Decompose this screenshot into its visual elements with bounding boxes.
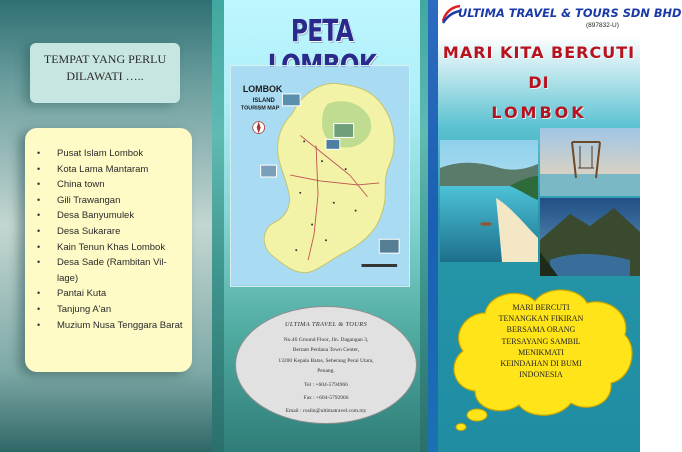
cloud-line: MARI BERCUTI (512, 303, 570, 312)
map-photo (282, 94, 300, 106)
list-item: • Kain Tenun Khas Lombok (25, 240, 192, 256)
volcano-photo (540, 198, 640, 276)
beach-photo (440, 140, 538, 262)
list-item: • Gili Trawangan (25, 193, 192, 209)
cloud-line: KEINDAHAN DI BUMI (500, 359, 582, 369)
list-item: • Desa Banyumulek (25, 208, 192, 224)
cover-side-band (428, 0, 438, 452)
list-item: • Desa Sukarare (25, 224, 192, 240)
map-title-line: LOMBOK (242, 83, 283, 94)
map-title-line: ISLAND (252, 97, 275, 104)
cover-headline (440, 38, 638, 128)
cover-photo-collage (440, 128, 640, 276)
contact-address-line: Penang. (317, 368, 335, 375)
cover-headline-line: LOMBOK (491, 103, 587, 122)
contact-address-line: Bertam Perdana Town Center, (292, 347, 360, 354)
cover-headline-line: MARI KITA BERCUTI DI (442, 43, 636, 92)
places-title-line: DILAWATI ….. (66, 69, 144, 83)
cloud-line: BERSAMA ORANG (506, 325, 576, 335)
map-photo (326, 139, 340, 149)
map-photo (379, 239, 399, 253)
map-photo (261, 165, 277, 177)
cover-company-name: ULTIMA TRAVEL & TOURS SDN BHD (458, 6, 682, 20)
contact-company: ULTIMA TRAVEL & TOURS (284, 321, 368, 328)
contact-email: Email : roslin@ultimatravel.com.my (285, 408, 367, 415)
contact-address-line: 13200 Kepala Batas, Seberang Perai Utara, (278, 357, 374, 364)
list-item: • China town (25, 177, 192, 193)
cloud-line: TENANGKAN FIKIRAN (498, 314, 584, 324)
map-panel-title: PETA (290, 14, 354, 49)
cloud-line: TERSAYANG SAMBIL (501, 336, 581, 346)
places-list (25, 146, 192, 333)
cover-registration: (897832-U) (586, 22, 619, 29)
map-scale-bar (362, 264, 398, 267)
compass-icon (253, 122, 265, 134)
list-item: • Tanjung A'an (25, 302, 192, 318)
places-title-line: TEMPAT YANG PERLU (43, 52, 167, 66)
contact-details (235, 335, 417, 417)
list-item: • Desa Sade (Rambitan Vil-lage) (25, 255, 192, 286)
list-item: • Pusat Islam Lombok (25, 146, 192, 162)
list-item: • Muzium Nusa Tenggara Barat (25, 318, 192, 334)
list-item: • Kota Lama Mantaram (25, 162, 192, 178)
contact-fax: Fax : +604-5792966 (303, 395, 349, 402)
swing-photo (540, 128, 640, 196)
list-item: • Pantai Kuta (25, 286, 192, 302)
map-title-line: TOURISM MAP (240, 105, 280, 112)
places-title (30, 51, 180, 85)
lombok-map (230, 65, 410, 287)
cloud-line: MENIKMATI (518, 347, 564, 357)
map-photo (334, 124, 354, 138)
cloud-line: INDONESIA (519, 370, 563, 380)
contact-address-line: No.46 Ground Floor, Jln. Dagangan 3, (283, 337, 369, 343)
contact-phone: Tel : +604-5794966 (304, 381, 348, 388)
thought-cloud-text (466, 302, 616, 380)
